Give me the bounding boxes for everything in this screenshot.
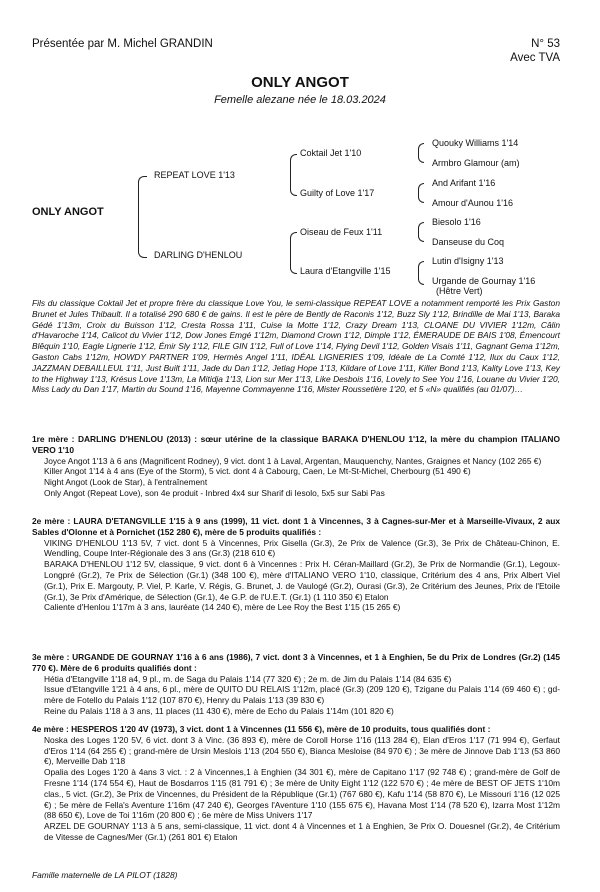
sire-description: Fils du classique Coktail Jet et propre frère du classique Love You, le semi-classique REPEAT LOVE a notamment remporté les Prix Gaston Brunet et Jules Thibault. Il a totalisé 290 680 € de gains. Il est le père de Bently de Raconis 1'12, Buzz Sly 1'12, Brindille de Mai 1'13, Baraka Gédé 1'13m, Croix du Buisson 1'12, Cresta Rossa 1'11, Cuise la Motte 1'12, Crazy Dream 1'13, CLOANE DU VIVIER 1'12m, Câlin d'Havaroche 1'14, Calicot du Vivier 1'12, Dow Jones Emgé 1'12m, Diamond Crown 1'12, Dimple 1'12, ÉMERAUDE DE BAIS 1'08, Émencourt Blêquin 1'10, Eagle Lignerie 1'12, Émir Sly 1'12, FILE GIN 1'12, Full of Love 1'14, Flying Devil 1'12, Golden Visais 1'11, Gagnant Gema 1'12m, Gaston Cabs 1'12m, HOWDY PARTNER 1'09, Hermès Angel 1'11, IDÉAL LIGNERIES 1'09, Idéale de La Comté 1'12, Ilux du Caux 1'12, JAZZMAN DEBAILLEUL 1'11, Just Built 1'11, Jade du Dan 1'12, Jetlag Hope 1'13, Kildare of Love 1'11, Killer Bond 1'13, Kality Love 1'13, Key to the Highway 1'13, Krésus Love 1'13m, La Mitidja 1'13, Lion sur Mer 1'13, Like Desbois 1'16, Lovely to See You 1'16, Louane du Vivier 1'20, Miss Lady du Dan 1'17, Martin du Sound 1'16, Mayenne Commayenne 1'16, Mister Roussetière 1'20, et 5 «N» qualifiés (au 01/07)… <box>32 298 560 395</box>
pedigree-ggs6: Danseuse du Coq <box>432 237 505 247</box>
pedigree-sire: REPEAT LOVE 1'13 <box>154 170 235 180</box>
third-dam-section <box>32 652 560 717</box>
first-dam-line: Joyce Angot 1'13 à 6 ans (Magnificent Rodney), 9 vict. dont 1 à Laval, Argentan, Mauquenchy, Nantes, Graignes et Nancy (102 265 €) <box>44 455 542 466</box>
first-dam-heading: 1re mère : DARLING D'HENLOU (2013) : sœur utérine de la classique BARAKA D'HENLOU 1'12, la mère du champion ITALIANO VERO 1'10 <box>32 434 560 455</box>
first-dam-section <box>32 434 560 499</box>
third-dam-heading: 3e mère : URGANDE DE GOURNAY 1'16 à 6 ans (1986), 7 vict. dont 3 à Vincennes, et 1 à Enghien, 5e du Prix de Londres (Gr.2) (145 770 €). Mère de 6 produits qualifiés dont : <box>32 652 560 673</box>
fourth-dam-line: Opalia des Loges 1'20 à 4ans 3 vict. : 2 à Vincennes,1 à Enghien (34 301 €), mère de Capitano 1'17 (92 748 €) ; grand-mère de Golf de Fresne 1'14 (174 554 €), Haut de Bosdarros 1'15 (81 791 €) ; 3e mère de Unity Eight 1'12 (122 570 €) ; 4e mère de BEST OF JETS 1'10m clas., 5 vict. (Gr.2), 3e Prix de Vincennes, du Président de la République (Gr.1) (767 680 €), Kafu 1'14 (58 870 €), Le Missouri 1'16 (12 025 €) ; 5e mère de Fella's Aventure 1'16m (47 240 €), Georges l'Aventure 1'10 (155 675 €), Havana Most 1'14 (78 520 €), Izarra Most 1'12m (88 650 €), Love de Toi 1'16m (20 800 €) ; 6e mère de Miss Univers 1'17 <box>44 767 560 821</box>
pedigree-ggs7: Lutin d'Isigny 1'13 <box>432 256 504 266</box>
first-dam-line: Killer Angot 1'14 à 4 ans (Eye of the Storm), 5 vict. dont 4 à Cabourg, Caen, Le Mt-St-Michel, Cherbourg (51 490 €) <box>44 466 471 477</box>
pedigree-ggs2: Armbro Glamour (am) <box>432 158 520 168</box>
pedigree-ggs3: And Arifant 1'16 <box>432 178 496 188</box>
pedigree-subject: ONLY ANGOT <box>32 206 104 218</box>
second-dam-heading: 2e mère : LAURA D'ETANGVILLE 1'15 à 9 ans (1999), 11 vict. dont 1 à Vincennes, 3 à Cagnes-sur-Mer et à Marseille-Vivaux, 2 aux Sables d'Olonne et à Pornichet (152 280 €), mère de 5 produits qualifiés : <box>32 516 560 537</box>
pedigree-ggs5: Biesolo 1'16 <box>432 217 481 227</box>
third-dam-line: Issue d'Etangville 1'21 à 4 ans, 6 pl., mère de QUITO DU RELAIS 1'12m, placé (Gr.3) (209 120 €), Tzigane du Palais 1'14 (69 460 €) ; gd-mère de Fotello du Palais 1'12 (107 870 €), Henry du Palais 1'13 (39 830 €) <box>44 684 560 706</box>
brace-dam <box>290 232 297 274</box>
first-dam-line: Only Angot (Repeat Love), son 4e produit - Inbred 4x4 sur Sharif di Iesolo, 5x5 sur Sabi Pas <box>44 487 385 498</box>
pedigree-gs1: Coktail Jet 1'10 <box>300 148 362 158</box>
third-dam-line: Hétia d'Etangville 1'18 a4, 9 pl., m. de Saga du Palais 1'14 (77 320 €) ; 2e m. de Jim du Palais 1'14 (84 635 €) <box>44 673 452 684</box>
pedigree-ggs8: Urgande de Gournay 1'16 <box>432 276 536 286</box>
maternal-family: Famille maternelle de LA PILOT (1828) <box>32 870 178 880</box>
brace-gs2 <box>418 183 424 203</box>
horse-name: ONLY ANGOT <box>251 74 349 91</box>
brace-gs4 <box>418 261 424 285</box>
brace-gs3 <box>418 222 424 242</box>
second-dam-line: VIKING D'HENLOU 1'13 5V, 7 vict. dont 5 à Vincennes, Prix Gisella (Gr.3), 2e Prix de Valence (Gr.3), 3e Prix de Château-Chinon, E. Wendling, Coupe Inter-Régionale des 3 ans (Gr.3) (218 610 €) <box>44 537 560 559</box>
second-dam-section <box>32 516 560 613</box>
lot-number: N° 53 <box>531 38 560 50</box>
brace-gs1 <box>418 143 424 163</box>
pedigree-gs3: Oiseau de Feux 1'11 <box>300 227 383 237</box>
pedigree-gs2: Guilty of Love 1'17 <box>300 188 375 198</box>
fourth-dam-section <box>32 724 560 843</box>
fourth-dam-line: Noska des Loges 1'20 5V, 6 vict. dont 3 à Vinc. (36 893 €), mère de Coroll Horse 1'16 (113 284 €), Elan d'Eros 1'17 (71 994 €), Gerfaut d'Eros 1'14 (64 255 €) ; grand-mère de Ursin Meslois 1'13 (204 550 €), Bianca Mesloise (84 970 €) ; 3e mère de Jinnove Dab 1'13 (53 860 €), Merveille Dab 1'18 <box>44 734 560 767</box>
pedigree-ggs8-note: (Hêtre Vert) <box>436 286 483 296</box>
second-dam-line: Caliente d'Henlou 1'17m à 3 ans, lauréate (14 240 €), mère de Lee Roy the Best 1'15 (15 265 €) <box>44 602 401 613</box>
second-dam-line: BARAKA D'HENLOU 1'12 5V, classique, 9 vict. dont 6 à Vincennes : Prix H. Céran-Maillard (Gr.2), 3e Prix de Normandie (Gr.1), Legoux-Longpré (Gr.2), 7e Prix de Sélection (Gr.1) (348 100 €), mère d'ITALIANO VERO 1'10, classique, Critérium des 4 ans, Prix Albert Viel (Gr.1), Prix E. Margouty, P. Viel, P. Karle, V. Régis, G. Brunet, J. de Vaulogé (Gr.2), Ourasi (Gr.3), 2e Critérium des Jeunes, Prix de l'Etoile (Gr.1), 3e Prix d'Amérique, de Sélection (Gr.1), 4e G.P. de l'U.E.T. (Gr.1) (1 110 350 €) Etalon <box>44 559 560 602</box>
pedigree-dam: DARLING D'HENLOU <box>154 250 243 260</box>
pedigree-ggs1: Quouky Williams 1'14 <box>432 138 519 148</box>
tva-label: Avec TVA <box>510 52 560 64</box>
first-dam-line: Night Angot (Look de Star), à l'entraînement <box>44 477 208 488</box>
pedigree-ggs4: Amour d'Aunou 1'16 <box>432 198 513 208</box>
third-dam-line: Reine du Palais 1'18 à 3 ans, 11 places (11 430 €), mère de Echo du Palais 1'14m (101 820 €) <box>44 705 394 716</box>
presenter-label: Présentée par M. Michel GRANDIN <box>32 38 213 50</box>
horse-description: Femelle alezane née le 18.03.2024 <box>214 94 386 106</box>
brace-gen1 <box>138 176 147 258</box>
fourth-dam-line: ARZEL DE GOURNAY 1'13 à 5 ans, semi-classique, 11 vict. dont 4 à Vincennes et 1 à Enghien, 3e Prix O. Douesnel (Gr.2), 4e Critérium de Vitesse de Cagnes/Mer (Gr.1) (261 801 €) Etalon <box>44 821 560 842</box>
fourth-dam-heading: 4e mère : HESPEROS 1'20 4V (1973), 3 vict. dont 1 à Vincennes (11 556 €), mère de 10 produits, tous qualifiés dont : <box>32 724 491 734</box>
brace-sire <box>290 154 297 196</box>
pedigree-gs4: Laura d'Etangville 1'15 <box>300 266 391 276</box>
